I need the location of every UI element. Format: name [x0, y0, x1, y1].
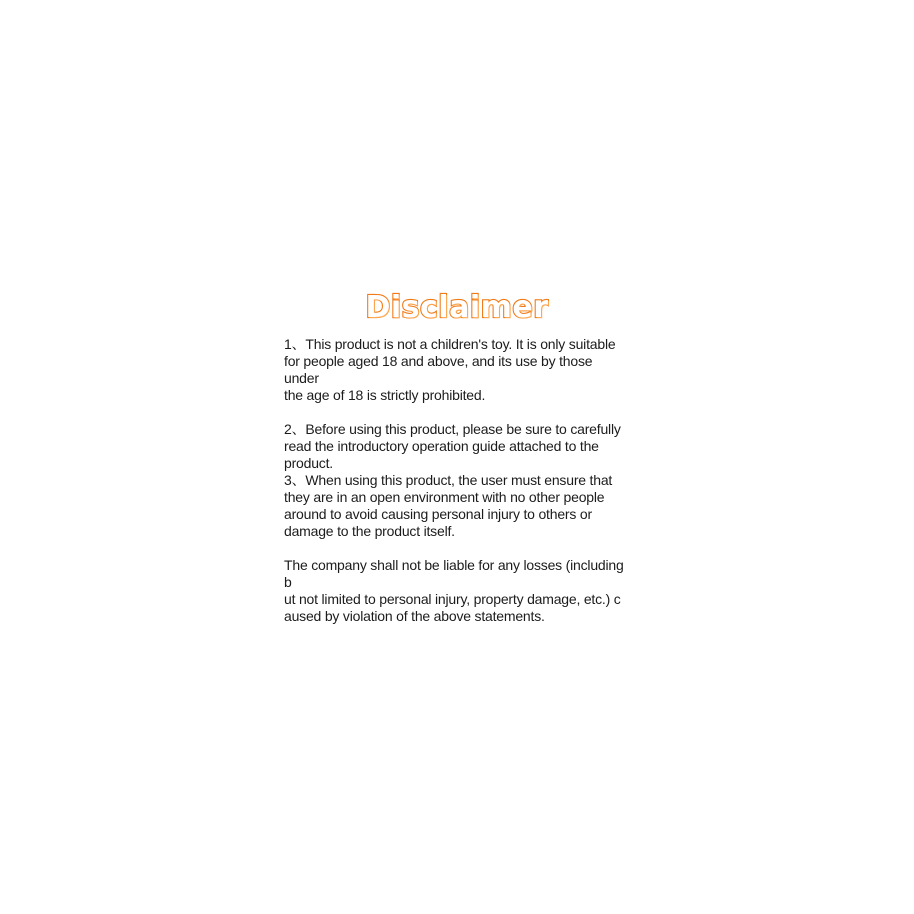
- paragraph-spacer: [284, 404, 630, 421]
- disclaimer-title: Disclaimer: [365, 290, 549, 325]
- disclaimer-item-3: 3、When using this product, the user must ensure that they are in an open environment with no other people around to avoid causing personal injury to others or damage to the product itself.: [284, 472, 613, 539]
- paragraph-spacer: [284, 540, 630, 557]
- disclaimer-item-1: 1、This product is not a children's toy. It is only suitable for people aged 18 and above, and its use by those under the age of 18 is strictly prohibited.: [284, 336, 616, 403]
- disclaimer-body: [284, 336, 630, 625]
- disclaimer-item-2: 2、Before using this product, please be sure to carefully read the introductory operation guide attached to the product.: [284, 421, 621, 471]
- liability-statement: The company shall not be liable for any losses (including b ut not limited to personal injury, property damage, etc.) c aused by violation of the above statements.: [284, 557, 624, 624]
